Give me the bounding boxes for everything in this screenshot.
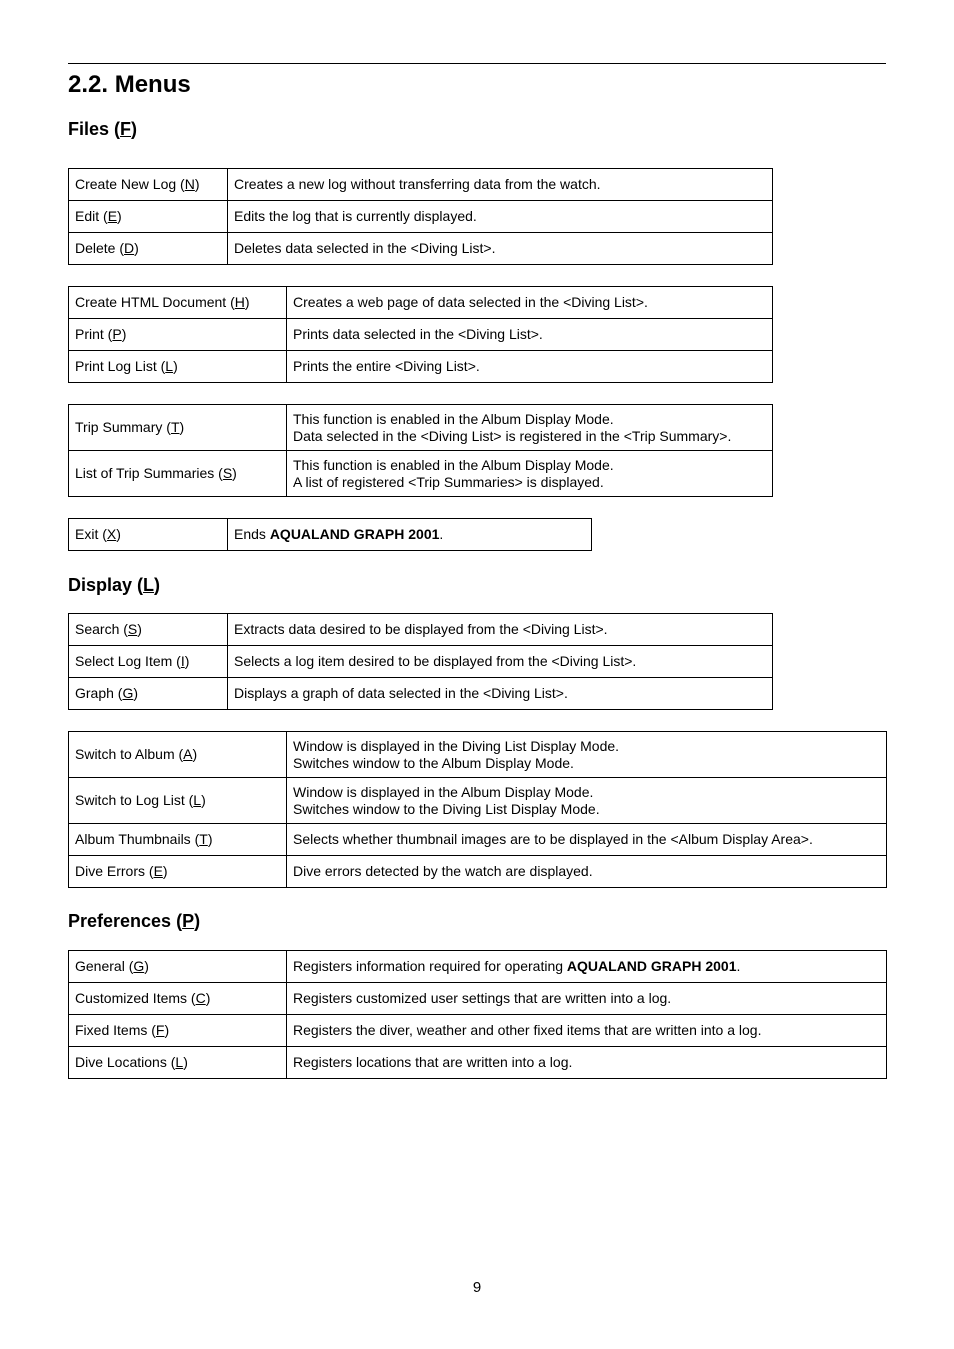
menu-description: Selects whether thumbnail images are to be displayed in the <Album Display Area>. — [287, 824, 887, 856]
menu-description: Registers locations that are written into a log. — [287, 1047, 887, 1079]
menu-item-general: General (G) — [69, 951, 287, 983]
menu-item-dive-errors: Dive Errors (E) — [69, 856, 287, 888]
table-row — [69, 678, 773, 710]
menu-description: This function is enabled in the Album Display Mode. A list of registered <Trip Summaries> is displayed. — [287, 451, 773, 497]
menu-item-edit: Edit (E) — [69, 201, 228, 233]
menu-item-list-of-trip-summaries: List of Trip Summaries (S) — [69, 451, 287, 497]
table-row — [69, 732, 887, 778]
table-row — [69, 646, 773, 678]
menu-item-album-thumbnails: Album Thumbnails (T) — [69, 824, 287, 856]
files-table-4 — [68, 518, 592, 551]
table-row — [69, 983, 887, 1015]
menu-item-create-new-log: Create New Log (N) — [69, 169, 228, 201]
menu-item-print-log-list: Print Log List (L) — [69, 351, 287, 383]
menu-item-search: Search (S) — [69, 614, 228, 646]
menu-item-delete: Delete (D) — [69, 233, 228, 265]
display-heading: Display (L) — [68, 575, 161, 595]
table-row — [69, 614, 773, 646]
menu-description: Registers customized user settings that are written into a log. — [287, 983, 887, 1015]
files-table-2 — [68, 286, 773, 383]
table-row — [69, 405, 773, 451]
menu-description: Window is displayed in the Album Display Mode. Switches window to the Diving List Display Mode. — [287, 778, 887, 824]
table-row — [69, 451, 773, 497]
menu-description: Ends AQUALAND GRAPH 2001. — [228, 519, 592, 551]
menu-description: Prints data selected in the <Diving List>. — [287, 319, 773, 351]
table-row — [69, 169, 773, 201]
menu-description: Prints the entire <Diving List>. — [287, 351, 773, 383]
menu-item-print: Print (P) — [69, 319, 287, 351]
menu-description: Edits the log that is currently displayed. — [228, 201, 773, 233]
menu-description: Creates a web page of data selected in the <Diving List>. — [287, 287, 773, 319]
menu-description: Selects a log item desired to be displayed from the <Diving List>. — [228, 646, 773, 678]
menu-description: Displays a graph of data selected in the <Diving List>. — [228, 678, 773, 710]
table-row — [69, 1047, 887, 1079]
menu-description: Creates a new log without transferring data from the watch. — [228, 169, 773, 201]
menu-description: Extracts data desired to be displayed from the <Diving List>. — [228, 614, 773, 646]
table-row — [69, 856, 887, 888]
display-table-2 — [68, 731, 887, 888]
menu-description: Registers information required for operating AQUALAND GRAPH 2001. — [287, 951, 887, 983]
menu-item-trip-summary: Trip Summary (T) — [69, 405, 287, 451]
table-row — [69, 519, 592, 551]
menu-item-create-html-document: Create HTML Document (H) — [69, 287, 287, 319]
menu-description: Deletes data selected in the <Diving List>. — [228, 233, 773, 265]
table-row — [69, 951, 887, 983]
table-row — [69, 287, 773, 319]
menu-description: Dive errors detected by the watch are displayed. — [287, 856, 887, 888]
files-heading: Files (F) — [68, 119, 138, 139]
menu-item-graph: Graph (G) — [69, 678, 228, 710]
table-row — [69, 351, 773, 383]
page-number: 9 — [472, 1279, 482, 1296]
menu-item-customized-items: Customized Items (C) — [69, 983, 287, 1015]
menu-description: This function is enabled in the Album Display Mode. Data selected in the <Diving List> is registered in the <Trip Summary>. — [287, 405, 773, 451]
section-title: 2.2. Menus — [68, 71, 191, 98]
menu-description: Window is displayed in the Diving List Display Mode. Switches window to the Album Display Mode. — [287, 732, 887, 778]
table-row — [69, 233, 773, 265]
table-row — [69, 824, 887, 856]
files-table-3 — [68, 404, 773, 497]
menu-item-switch-to-album: Switch to Album (A) — [69, 732, 287, 778]
table-row — [69, 201, 773, 233]
table-row — [69, 1015, 887, 1047]
files-table-1 — [68, 168, 773, 265]
menu-description: Registers the diver, weather and other fixed items that are written into a log. — [287, 1015, 887, 1047]
preferences-table — [68, 950, 887, 1079]
menu-item-dive-locations: Dive Locations (L) — [69, 1047, 287, 1079]
menu-item-exit: Exit (X) — [69, 519, 228, 551]
table-row — [69, 319, 773, 351]
menu-item-select-log-item: Select Log Item (I) — [69, 646, 228, 678]
preferences-heading: Preferences (P) — [68, 911, 201, 931]
menu-item-fixed-items: Fixed Items (F) — [69, 1015, 287, 1047]
table-row — [69, 778, 887, 824]
top-rule — [68, 63, 886, 64]
menu-item-switch-to-log-list: Switch to Log List (L) — [69, 778, 287, 824]
display-table-1 — [68, 613, 773, 710]
